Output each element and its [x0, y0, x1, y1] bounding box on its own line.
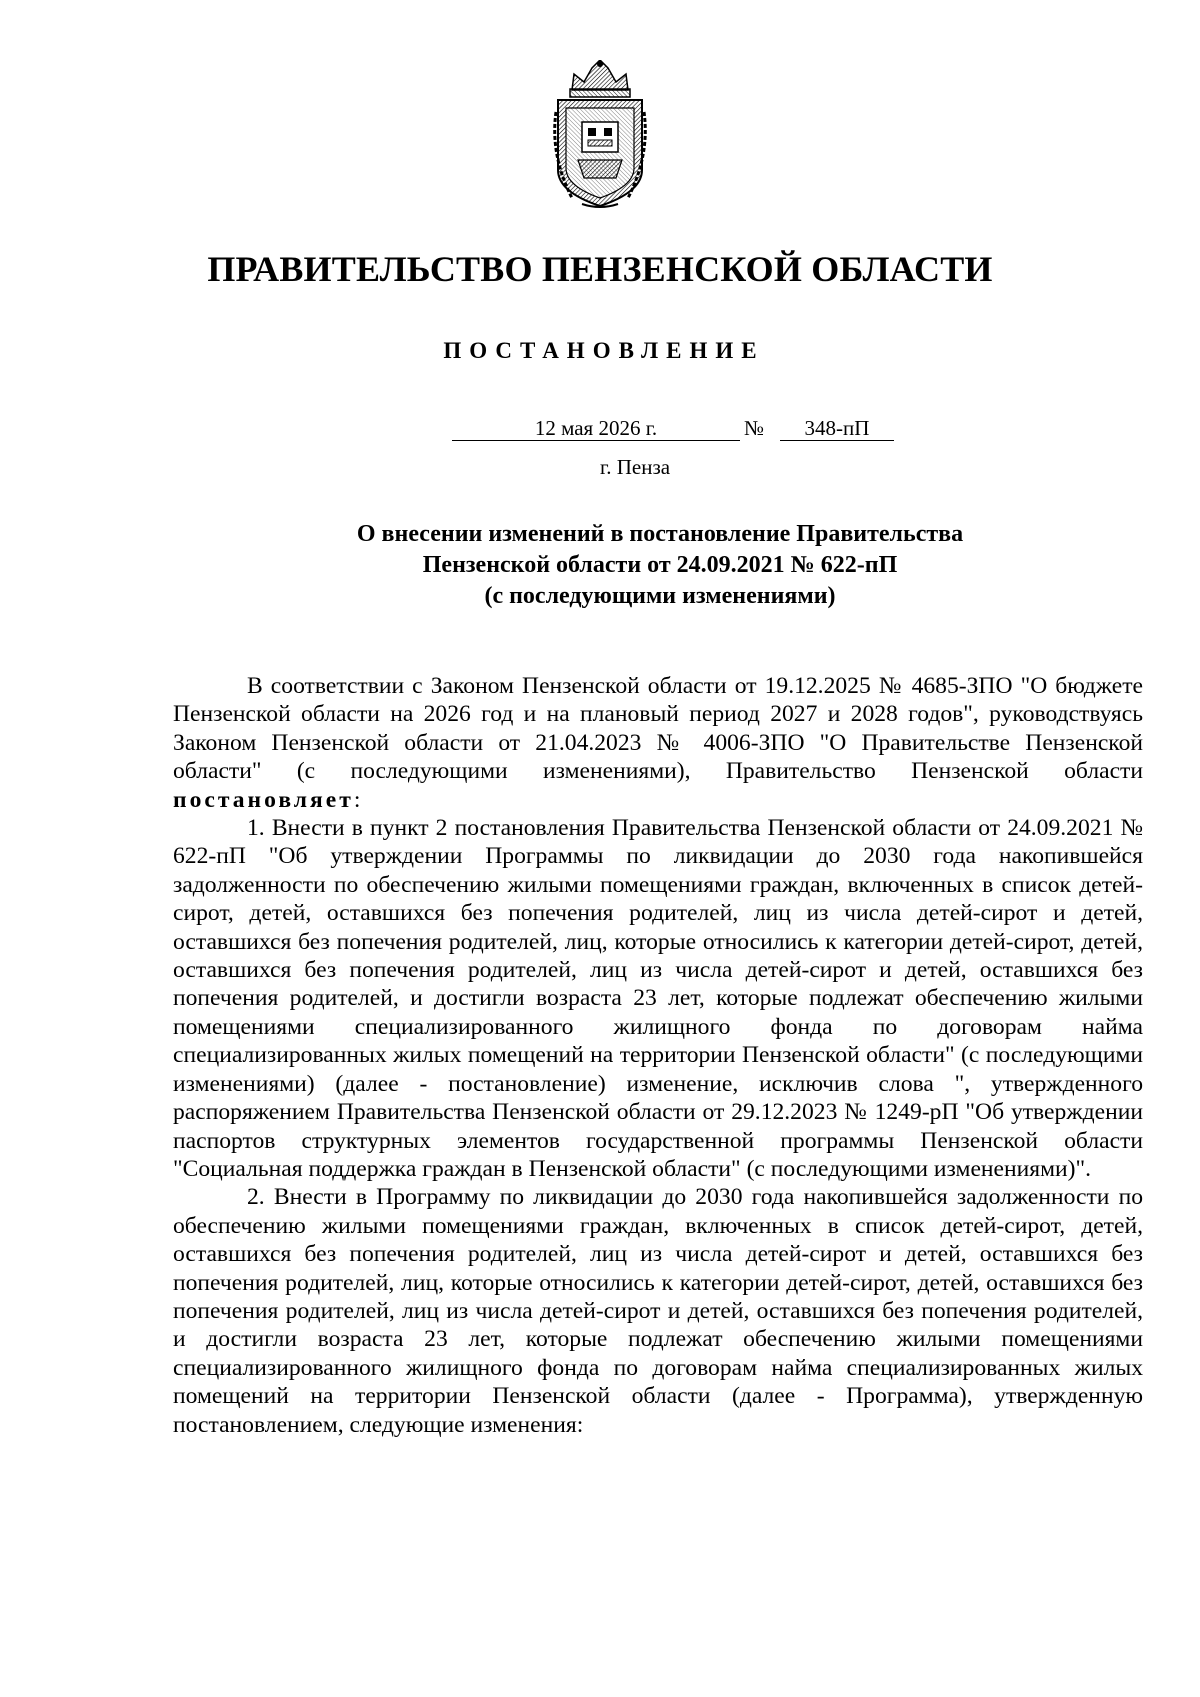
- document-number: 348-пП: [780, 416, 894, 441]
- preamble-paragraph: [173, 672, 1143, 814]
- government-title: ПРАВИТЕЛЬСТВО ПЕНЗЕНСКОЙ ОБЛАСТИ: [207, 249, 993, 289]
- item-2-paragraph: 2. Внести в Программу по ликвидации до 2030 года накопившейся задолженности по обеспечению жилыми помещениями граждан, включенных в список детей-сирот, детей, оставшихся без попечения родителей, лиц из числа детей-сирот и детей, оставшихся без попечения родителей, лиц, которые относились к категории детей-сирот, детей, оставшихся без попечения родителей, лиц из числа детей-сирот и детей, оставшихся без попечения родителей, и достигли возраста 23 лет, которые подлежат обеспечению жилыми помещениями специализированного жилищного фонда по договорам найма специализированных жилых помещений на территории Пензенской области (далее - Программа), утвержденную постановлением, следующие изменения:: [173, 1184, 1143, 1438]
- document-body: [173, 672, 1143, 1439]
- item-1-paragraph: 1. Внести в пункт 2 постановления Правительства Пензенской области от 24.09.2021 № 622-пП "Об утверждении Программы по ликвидации до 2030 года накопившейся задолженности по обеспечению жилыми помещениями граждан, включенных в список детей-сирот, детей, оставшихся без попечения родителей, лиц из числа детей-сирот и детей, оставшихся без попечения родителей, лиц, которые относились к категории детей-сирот, детей, оставшихся без попечения родителей, лиц из числа детей-сирот и детей, оставшихся без попечения родителей, и достигли возраста 23 лет, которые подлежат обеспечению жилыми помещениями специализированного жилищного фонда по договорам найма специализированных жилых помещений на территории Пензенской области" (с последующими изменениями) (далее - постановление) изменение, исключив слова ", утвержденного распоряжением Правительства Пензенской области от 29.12.2023 № 1249-рП "Об утверждении паспортов структурных элементов государственной программы Пензенской области "Социальная поддержка граждан в Пензенской области" (с последующими изменениями)".: [173, 815, 1143, 1182]
- coat-of-arms-icon: [552, 60, 648, 210]
- subject-line: Пензенской области от 24.09.2021 № 622-пП: [422, 552, 898, 578]
- decree-colon: :: [353, 786, 361, 813]
- number-sign: №: [744, 416, 765, 440]
- document-subject: [280, 519, 1040, 612]
- decree-word: постановляет: [173, 786, 354, 813]
- subject-line: О внесении изменений в постановление Правительства: [356, 521, 964, 547]
- document-city: г. Пенза: [600, 455, 671, 479]
- document-type-heading: ПОСТАНОВЛЕНИЕ: [443, 338, 765, 363]
- document-date: 12 мая 2026 г.: [452, 416, 740, 441]
- preamble-text: В соответствии с Законом Пензенской области от 19.12.2025 № 4685-ЗПО "О бюджете Пензенской области на 2026 год и на плановый период 2027 и 2028 годов", руководствуясь Законом Пензенской области от 21.04.2023 № 4006-ЗПО "О Правительстве Пензенской области" (с последующими изменениями), Правительство Пензенской области: [173, 673, 1143, 785]
- subject-line: (с последующими изменениями): [484, 583, 836, 609]
